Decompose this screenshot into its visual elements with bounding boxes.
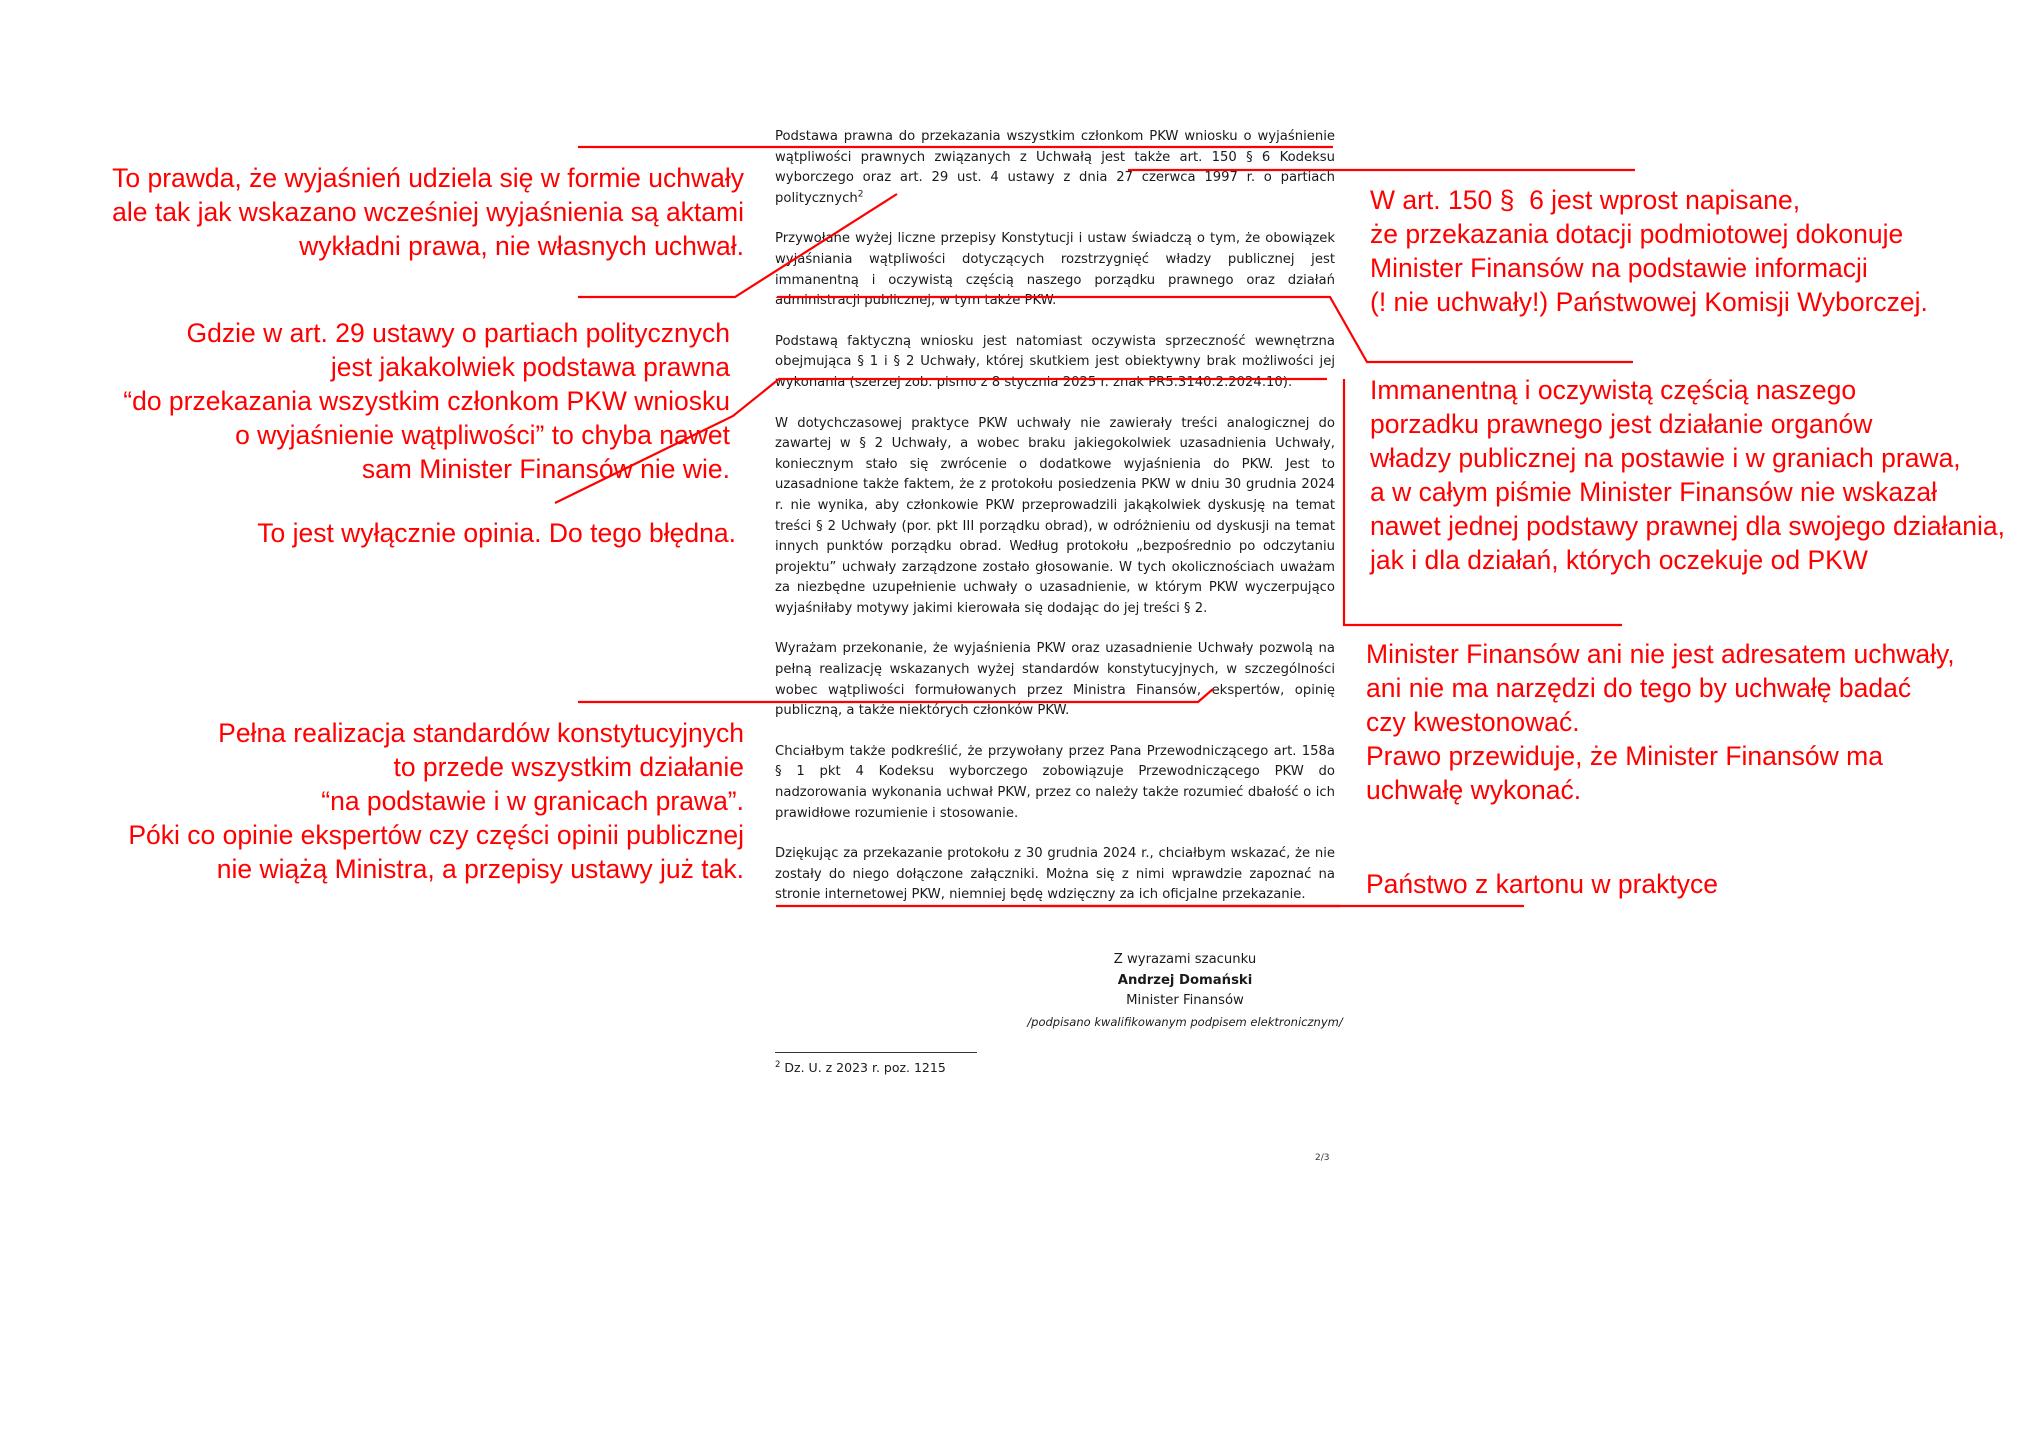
paragraph-thanks: Dziękując za przekazanie protokołu z 30 grudnia 2024 r., chciałbym wskazać, że nie zostały do niego dołączone załączniki. Można się z nimi wprawdzie zapoznać na stronie internetowej PKW, niemniej będę wdzięczny za ich oficjalne przekazanie. xyxy=(775,846,1335,903)
paragraph-legal-basis: Podstawa prawna do przekazania wszystkim członkom PKW wniosku o wyjaśnienie wątpliwości prawnych związanych z Uchwałą jest także art. 150 § 6 Kodeksu wyborczego oraz art. 29 ust. 4 ustawy z dnia 27 czerwca 1997 r. o partiach politycznych$^2$ xyxy=(775,129,1335,206)
pointer-line-left-4 xyxy=(578,689,1213,702)
pointer-line-left-2 xyxy=(555,379,1327,503)
paragraph-emphasis: Chciałbym także podkreślić, że przywołany przez Pana Przewodniczącego art. 158a § 1 pkt 4 Kodeksu wyborczego zobowiązuje Przewodniczącego PKW do nadzorowania wykonania uchwał PKW, przez co należy także rozumieć dbałość o ich prawidłowe rozumienie i stosowanie. xyxy=(775,743,1335,821)
page-number: 2/3 xyxy=(1315,1153,1330,1163)
footnote-text: Dz. U. z 2023 r. poz. 1215 xyxy=(784,1060,946,1076)
closing-greeting: Z wyrazami szacunku xyxy=(1113,952,1257,967)
annotation-right-3: Minister Finansów ani nie jest adresatem uchwały, ani nie ma narzędzi do tego by uchwałę badać czy kwestonować. Prawo przewiduje, że Minister Finansów ma uchwałę wykonać. xyxy=(1366,639,1955,805)
annotation-right-1: W art. 150 § 6 jest wprost napisane, że przekazania dotacji podmiotowej dokonuje Minister Finansów na podstawie informacji (! nie uchwały!) Państwowej Komisji Wyborczej. xyxy=(1370,185,1928,317)
paragraph-factual-basis: Podstawą faktyczną wniosku jest natomiast oczywista sprzeczność wewnętrzna obejmująca § 1 i § 2 Uchwały, której skutkiem jest obiektywny brak możliwości jej wykonania (szerzej zob. pismo z 8 stycznia 2025 r. znak PR5.3140.2.2024.10). xyxy=(775,333,1335,390)
paragraph-practice: W dotychczasowej praktyce PKW uchwały nie zawierały treści analogicznej do zawartej w § 2 Uchwały, a wobec braku jakiegokolwiek uzasadnienia Uchwały, koniecznym stało się zwrócenie o dodatkowe wyjaśnienia do PKW. Jest to uzasadnione także faktem, że z protokołu posiedzenia PKW w dniu 30 grudnia 2024 r. nie wynika, aby członkowie PKW przeprowadzili jakąkolwiek dyskusję na temat treści § 2 Uchwały (por. pkt III porządku obrad), w odróżnieniu od dyskusji na temat innych punktów porządku obrad. Według protokołu „bezpośrednio po odczytaniu projektu” uchwały zarządzone zostało głosowanie. W tych okolicznościach uważam za niezbędne uzupełnienie uchwały o uzasadnienie, w którym PKW wyczerpująco wyjaśniłaby motywy jakimi kierowała się dodając do jej treści § 2. xyxy=(775,415,1335,616)
annotation-left-3: To jest wyłącznie opinia. Do tego błędna. xyxy=(257,518,736,548)
signatory-name: Andrzej Domański xyxy=(1117,972,1253,988)
signature-note: /podpisano kwalifikowanym podpisem elektronicznym/ xyxy=(1027,1014,1343,1029)
paragraph-obligation: Przywołane wyżej liczne przepisy Konstytucji i ustaw świadczą o tym, że obowiązek wyjaśniania wątpliwości dotyczących rozstrzygnięć władzy publicznej jest immanentną i oczywistą częścią naszego porządku prawnego oraz działań administracji publicznej, w tym także PKW. xyxy=(775,231,1335,309)
pointer-line-right-2 xyxy=(777,297,1633,362)
footnote-ref: 2 xyxy=(857,189,864,200)
annotation-right-4: Państwo z kartonu w praktyce xyxy=(1366,869,1719,899)
paragraph-conviction: Wyrażam przekonanie, że wyjaśnienia PKW oraz uzasadnienie Uchwały pozwolą na pełną realizację wskazanych wyżej standardów konstytucyjnych, w szczególności wobec wątpliwości formułowanych przez Ministra Finansów, ekspertów, opinię publiczną, a także niektórych członków PKW. xyxy=(775,641,1335,719)
annotation-left-4: Pełna realizacja standardów konstytucyjnych to przede wszystkim działanie “na podstawie i w granicach prawa”. Póki co opinie ekspertów czy części opinii publicznej nie wiążą Ministra, a przepisy ustawy już tak. xyxy=(128,718,744,884)
annotation-left-1: To prawda, że wyjaśnień udziela się w formie uchwały ale tak jak wskazano wcześniej wyjaśnienia są aktami wykładni prawa, nie własnych uchwał. xyxy=(112,163,744,261)
pointer-line-left-1b xyxy=(578,194,897,297)
pointer-line-right-3 xyxy=(1344,379,1622,625)
annotation-left-2: Gdzie w art. 29 ustawy o partiach politycznych jest jakakolwiek podstawa prawna “do przekazania wszystkim członkom PKW wniosku o wyjaśnienie wątpliwości” to chyba nawet sam Minister Finansów nie wie. xyxy=(123,318,730,484)
footnote-marker: 2 xyxy=(775,1060,781,1070)
signatory-title: Minister Finansów xyxy=(1126,993,1244,1009)
annotation-right-2: Immanentną i oczywistą częścią naszego porzadku prawnego jest działanie organów władzy publicznej na postawie i w graniach prawa, a w całym piśmie Minister Finansów nie wskazał nawet jednej podstawy prawnej dla swojego działania, jak i dla działań, których oczekuje od PKW xyxy=(1370,375,2005,575)
